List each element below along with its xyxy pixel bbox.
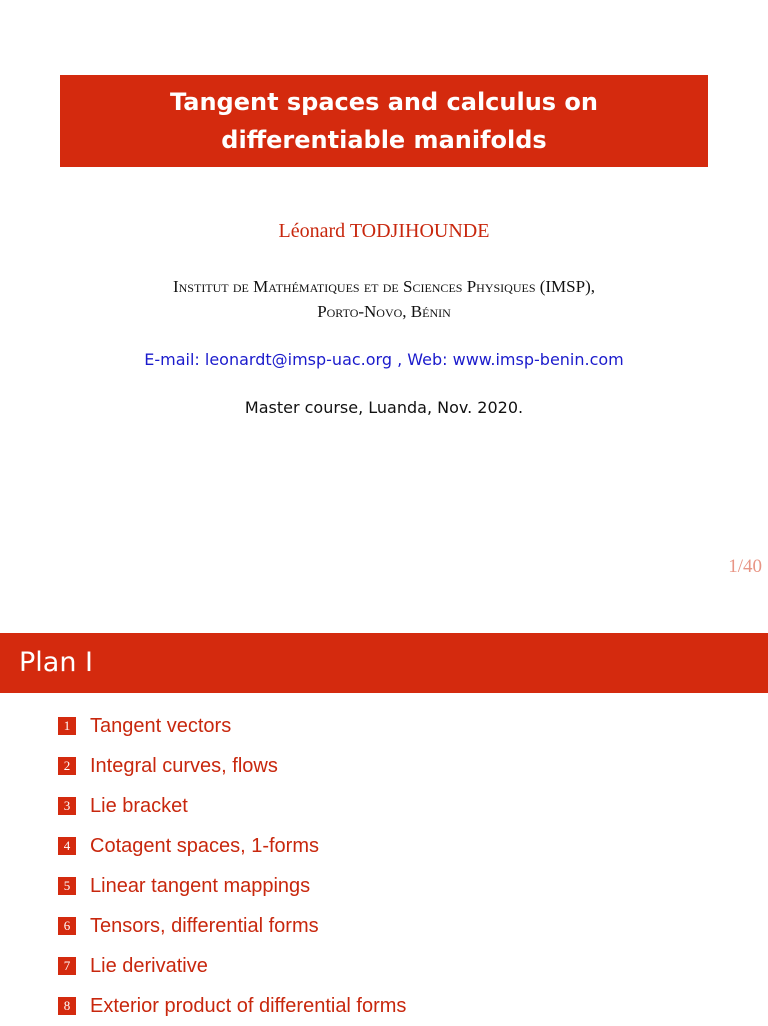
plan-item-label: Linear tangent mappings (90, 874, 311, 897)
course-info: Master course, Luanda, Nov. 2020. (244, 398, 524, 417)
plan-item[interactable] (58, 746, 406, 786)
slide-title: Tangent spaces and calculus on differentiable manifolds (169, 88, 599, 154)
item-number-badge: 8 (58, 997, 76, 1015)
page-number: 1/40 (728, 556, 762, 577)
item-number-badge: 5 (58, 877, 76, 895)
institution (0, 274, 768, 324)
plan-list (58, 706, 406, 1026)
plan-title: Plan I (19, 647, 93, 678)
author-name: Léonard TODJIHOUNDE (278, 220, 490, 242)
institution-line-1: Institut de Mathématiques et de Sciences Physiques (IMSP), (172, 277, 595, 296)
plan-item[interactable] (58, 906, 406, 946)
plan-item[interactable] (58, 986, 406, 1026)
plan-item[interactable] (58, 786, 406, 826)
plan-item[interactable] (58, 826, 406, 866)
plan-item-label: Lie bracket (90, 794, 188, 817)
plan-item-label: Integral curves, flows (90, 754, 278, 777)
item-number-badge: 6 (58, 917, 76, 935)
item-number-badge: 4 (58, 837, 76, 855)
title-banner (60, 75, 708, 167)
item-number-badge: 2 (58, 757, 76, 775)
plan-item-label: Exterior product of differential forms (90, 994, 407, 1017)
plan-item-label: Tensors, differential forms (90, 914, 319, 937)
plan-item-label: Cotagent spaces, 1-forms (90, 834, 319, 857)
item-number-badge: 7 (58, 957, 76, 975)
item-number-badge: 1 (58, 717, 76, 735)
plan-slide (0, 633, 768, 1024)
plan-header-bar (0, 633, 768, 693)
plan-item-label: Lie derivative (90, 954, 208, 977)
plan-item[interactable] (58, 706, 406, 746)
institution-line-2: Porto-Novo, Bénin (317, 302, 451, 321)
plan-item[interactable] (58, 866, 406, 906)
contact-links[interactable]: E-mail: leonardt@imsp-uac.org , Web: www.imsp-benin.com (144, 350, 624, 369)
plan-item[interactable] (58, 946, 406, 986)
plan-item-label: Tangent vectors (90, 714, 232, 737)
item-number-badge: 3 (58, 797, 76, 815)
